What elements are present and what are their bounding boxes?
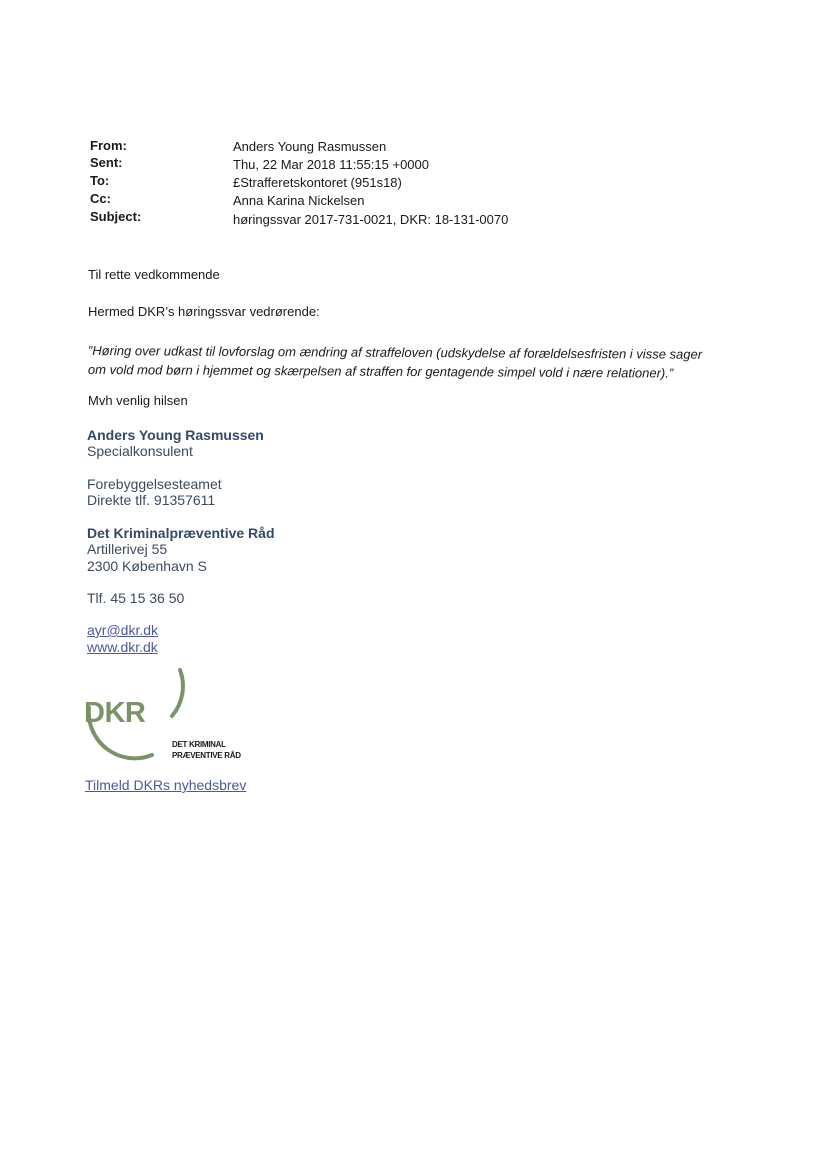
from-label: From: xyxy=(90,138,127,153)
from-value: Anders Young Rasmussen xyxy=(233,139,387,154)
signature-name: Anders Young Rasmussen xyxy=(87,427,264,443)
intro-text: Hermed DKR’s høringssvar vedrørende: xyxy=(88,304,320,319)
signature-title: Specialkonsulent xyxy=(87,443,193,459)
quote-line-2: om vold mod børn i hjemmet og skærpelsen af straffen for gentagende simpel vold i nære relationer).” xyxy=(87,361,674,381)
quote-line-1: ”Høring over udkast til lovforslag om ændring af straffeloven (udskydelse af forældelsesfristen i visse sager xyxy=(87,342,703,362)
signature-phone: Tlf. 45 15 36 50 xyxy=(87,590,185,606)
subject-value: høringssvar 2017-731-0021, DKR: 18-131-0070 xyxy=(233,212,509,227)
logo-tagline-1: DET KRIMINAL xyxy=(172,740,226,749)
to-value: £Strafferetskontoret (951s18) xyxy=(233,175,402,190)
to-label: To: xyxy=(90,173,110,188)
cc-value: Anna Karina Nickelsen xyxy=(233,193,365,208)
website-link[interactable]: www.dkr.dk xyxy=(87,639,158,655)
signature-street: Artillerivej 55 xyxy=(87,541,168,557)
newsletter-link[interactable]: Tilmeld DKRs nyhedsbrev xyxy=(85,777,247,793)
logo-text: DKR xyxy=(84,697,146,729)
signature-city: 2300 København S xyxy=(87,558,207,574)
sent-label: Sent: xyxy=(90,155,123,170)
signature-direct-phone: Direkte tlf. 91357611 xyxy=(87,492,216,508)
greeting: Til rette vedkommende xyxy=(88,267,220,282)
sent-value: Thu, 22 Mar 2018 11:55:15 +0000 xyxy=(233,157,429,172)
subject-label: Subject: xyxy=(90,209,142,224)
logo-tagline-2: PRÆVENTIVE RÅD xyxy=(172,751,241,760)
signature-org: Det Kriminalpræventive Råd xyxy=(87,525,275,541)
closing: Mvh venlig hilsen xyxy=(88,393,188,408)
cc-label: Cc: xyxy=(90,191,111,206)
email-link[interactable]: ayr@dkr.dk xyxy=(87,622,159,638)
signature-team: Forebyggelsesteamet xyxy=(87,476,222,492)
